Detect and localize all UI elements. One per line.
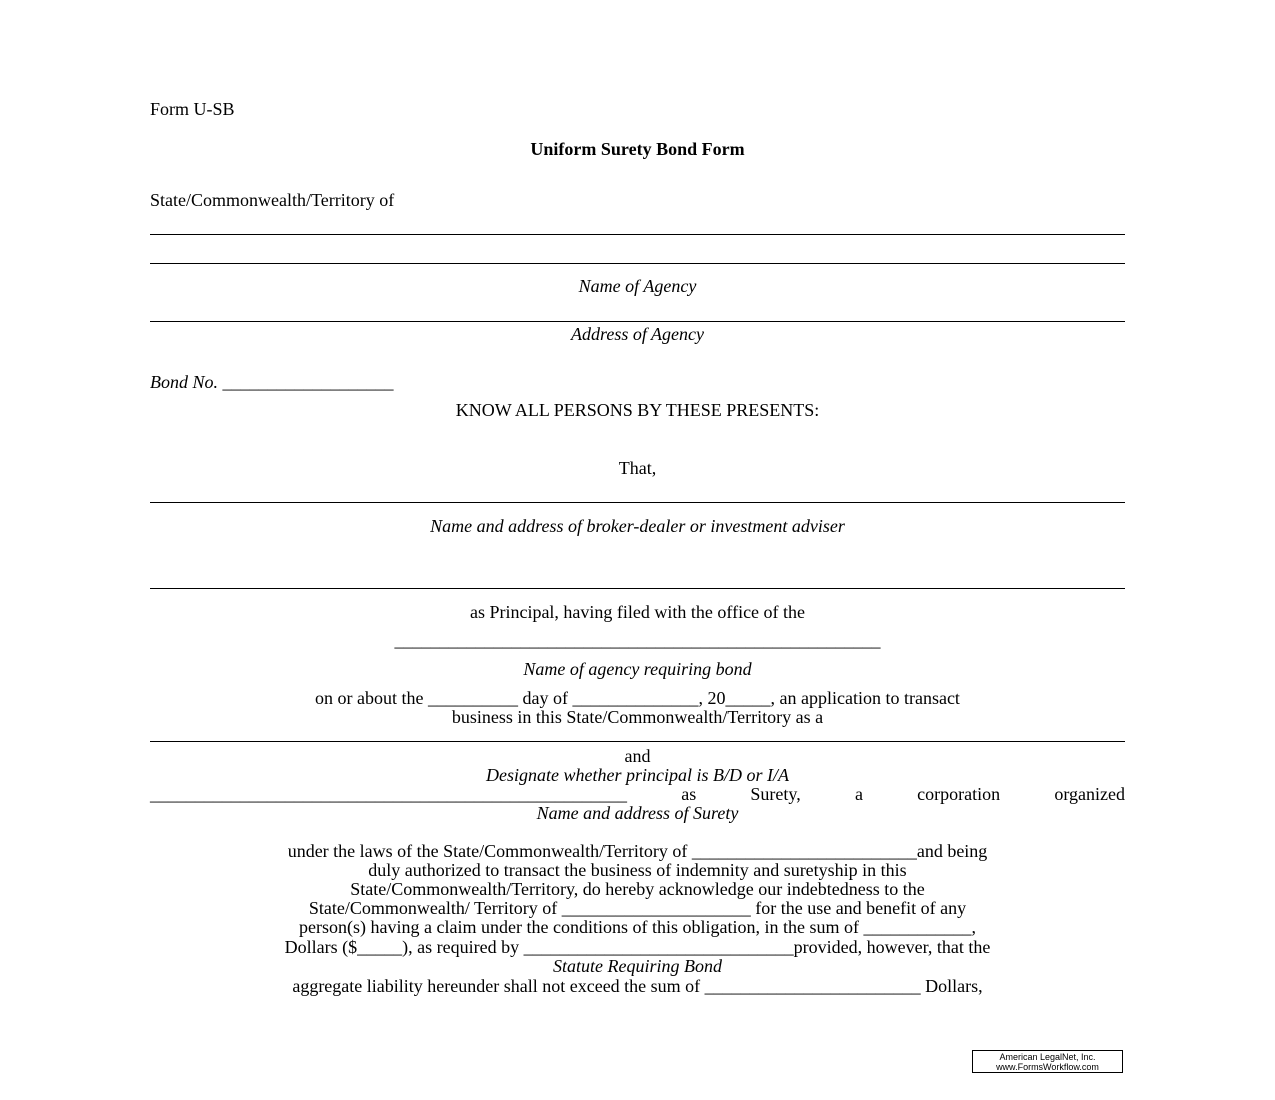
state-label: State/Commonwealth/Territory of <box>150 190 395 210</box>
and-text: and <box>624 746 651 766</box>
aggregate-line: aggregate liability hereunder shall not exceed the sum of ________________________ Dollars, <box>292 976 983 996</box>
footer-website: www.FormsWorkflow.com <box>996 1062 1099 1072</box>
body-line-4: State/Commonwealth/ Territory of _____________________ for the use and benefit of any <box>308 898 967 918</box>
business-line: business in this State/Commonwealth/Territory as a <box>451 707 824 727</box>
surety-line: _____________________________________________________ as Surety, a corporation organized <box>150 784 1125 804</box>
principal-blank-line <box>150 588 1125 589</box>
state-blank-line-2 <box>150 263 1125 264</box>
address-of-agency-caption: Address of Agency <box>571 324 704 344</box>
broker-caption: Name and address of broker-dealer or investment adviser <box>430 516 845 536</box>
body-line-5: person(s) having a claim under the conditions of this obligation, in the sum of ____________, <box>299 917 976 937</box>
as-principal-text: as Principal, having filed with the office of the <box>469 602 806 622</box>
body-line-2: duly authorized to transact the business of indemnity and suretyship in this <box>368 860 907 880</box>
agency-address-blank-line <box>150 321 1125 322</box>
surety-caption: Name and address of Surety <box>536 803 739 823</box>
form-id: Form U-SB <box>150 99 235 119</box>
designation-blank-line <box>150 741 1125 742</box>
bond-number: Bond No. ___________________ <box>150 372 394 392</box>
agency-requiring-blank: ______________________________________________________ <box>394 630 881 650</box>
statute-caption: Statute Requiring Bond <box>553 956 722 976</box>
form-title: Uniform Surety Bond Form <box>530 139 745 159</box>
name-of-agency-caption: Name of Agency <box>578 276 697 296</box>
body-line-1: under the laws of the State/Commonwealth/Territory of _________________________and being <box>287 841 988 861</box>
know-all-heading: KNOW ALL PERSONS BY THESE PRESENTS: <box>455 400 820 420</box>
agency-requiring-caption: Name of agency requiring bond <box>523 659 752 679</box>
footer-badge <box>972 1050 1123 1073</box>
that-text: That, <box>618 458 657 478</box>
broker-blank-line <box>150 502 1125 503</box>
state-blank-line-1 <box>150 234 1125 235</box>
date-line: on or about the __________ day of ______________, 20_____, an application to transact <box>315 688 960 708</box>
designate-caption: Designate whether principal is B/D or I/A <box>486 765 789 785</box>
body-line-6: Dollars ($_____), as required by ______________________________provided, however, that the <box>284 937 991 957</box>
footer-company: American LegalNet, Inc. <box>999 1052 1096 1062</box>
body-line-3: State/Commonwealth/Territory, do hereby acknowledge our indebtedness to the <box>350 879 925 899</box>
